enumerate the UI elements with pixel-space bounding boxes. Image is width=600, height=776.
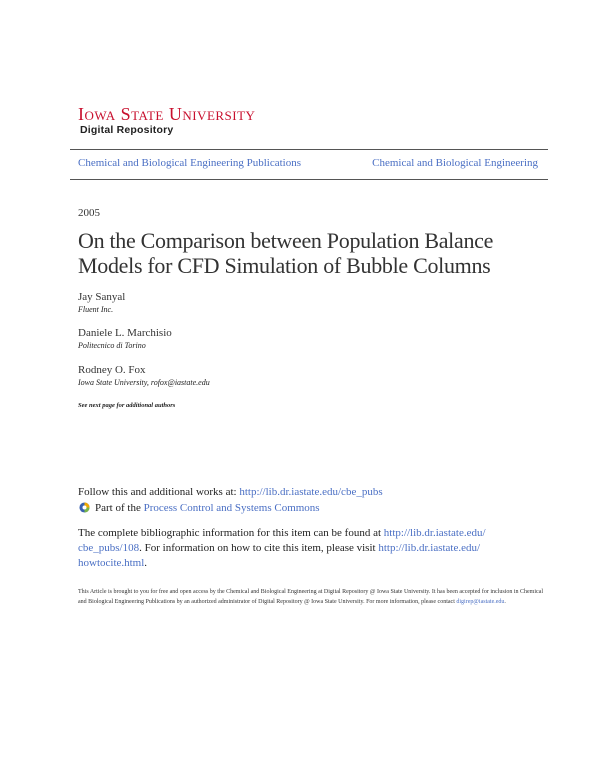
- footnote-end: .: [504, 599, 506, 605]
- item-link-part2[interactable]: cbe_pubs/108: [78, 542, 140, 554]
- howtocite-link-part1[interactable]: http://lib.dr.iastate.edu/: [378, 542, 481, 554]
- follow-label: Follow this and additional works at:: [78, 486, 240, 498]
- author-affiliation: Iowa State University, rofox@iastate.edu: [78, 378, 210, 387]
- contact-email-link[interactable]: digirep@iastate.edu: [456, 599, 505, 605]
- item-link-part1[interactable]: http://lib.dr.iastate.edu/: [383, 527, 486, 539]
- department-link[interactable]: Chemical and Biological Engineering: [372, 157, 538, 169]
- repository-subtitle: Digital Repository: [80, 124, 174, 136]
- publications-link[interactable]: Chemical and Biological Engineering Publications: [78, 157, 302, 169]
- citation-end: .: [144, 557, 148, 569]
- part-of-label: Part of the: [95, 502, 144, 514]
- publication-year: 2005: [78, 207, 100, 219]
- author-affiliation: Fluent Inc.: [78, 305, 114, 314]
- citation-label: The complete bibliographic information for this item can be found at: [78, 527, 384, 539]
- part-of-line: [95, 501, 535, 516]
- author-affiliation: Politecnico di Torino: [78, 341, 146, 350]
- author-name: Daniele L. Marchisio: [78, 327, 172, 339]
- author-name: Rodney O. Fox: [78, 364, 146, 376]
- citation-middle-text: . For information on how to cite this item, please visit: [139, 542, 379, 554]
- collection-link[interactable]: http://lib.dr.iastate.edu/cbe_pubs: [239, 486, 383, 498]
- bepress-network-icon: [79, 502, 90, 513]
- author-name: Jay Sanyal: [78, 291, 126, 303]
- bottom-divider: [70, 179, 548, 180]
- follow-line: [78, 485, 548, 500]
- commons-link[interactable]: Process Control and Systems Commons: [143, 502, 320, 514]
- paper-title: On the Comparison between Population Balance Models for CFD Simulation of Bubble Columns: [78, 228, 494, 278]
- footnote-paragraph: [78, 587, 550, 607]
- additional-authors-note: See next page for additional authors: [78, 402, 176, 409]
- top-divider: [70, 149, 548, 150]
- howtocite-link-part2[interactable]: howtocite.html: [78, 557, 145, 569]
- university-logo-title: Iowa State University: [78, 104, 256, 124]
- citation-paragraph: [78, 526, 548, 571]
- footnote-text: This Article is brought to you for free and open access by the Chemical and Biological Engineering at Digital Repository @ Iowa State University. It has been accepted for inclusion in Chemical and Biological Engineering Publications by an authorized administrator of Digital Repository @ Iowa State University. For more information, please contact: [78, 589, 544, 605]
